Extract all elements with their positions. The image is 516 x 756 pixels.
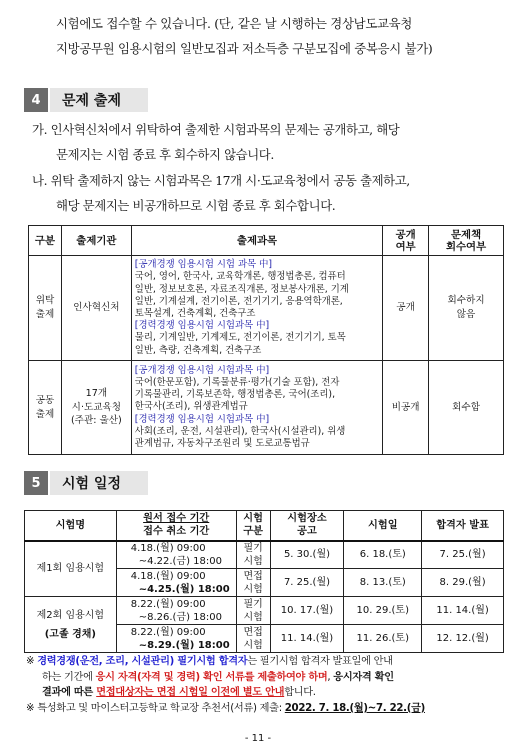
note-2: ※ 특성화고 및 마이스터고등학교 학교장 추천서(서류) 제출: 2022. 7. 18.(월)~7. 22.(금) (26, 702, 425, 714)
section-5-number: 5 (24, 471, 48, 495)
col-header-result-date: 합격자 발표 (422, 511, 504, 541)
intro-line-1: 시험에도 접수할 수 있습니다. (단, 같은 날 시행하는 경상남도교육청 (56, 16, 412, 31)
disclosure-cell: 공개 (383, 256, 429, 361)
col-header-exam-type: 시험 구분 (236, 511, 270, 541)
exam-name-cell: 제1회 임용시험 (25, 541, 117, 597)
col-header-disclosure: 공개 여부 (383, 226, 429, 256)
receipt-period-cell: 8.22.(월) 09:00 ~8.26.(금) 18:00 (116, 597, 236, 625)
col-header-venue-notice: 시험장소 공고 (270, 511, 344, 541)
subject-list-line: 한국사(조리), 위생관계법규 (134, 401, 248, 413)
exam-type-cell: 면접 시험 (236, 625, 270, 653)
organization-cell: 인사혁신처 (61, 256, 131, 361)
exam-date-cell: 10. 29.(토) (344, 597, 422, 625)
subject-group-header: [경력경쟁 임용시험 시험과목 中] (134, 413, 270, 425)
disclosure-cell: 비공개 (383, 361, 429, 455)
subjects-cell (131, 361, 382, 455)
subject-list-line: 기록물관리, 기록보존학, 행정법총론, 국어(조리), (134, 389, 336, 401)
table-header-row (29, 226, 504, 256)
section-4-para-b (32, 168, 508, 218)
division-cell: 위탁 출제 (29, 256, 62, 361)
exam-schedule-table (24, 510, 504, 653)
note-1-line-3: 결과에 따른 면접대상자는 면접 시험일 이전에 별도 안내합니다. (42, 687, 316, 699)
subject-group-header: [공개경쟁 임용시험 시험과목 中] (134, 364, 270, 376)
section-4-title: 문제 출제 (50, 88, 148, 112)
table-row (29, 361, 504, 455)
para-a-line-1: 가. 인사혁신처에서 위탁하여 출제한 시험과목의 문제는 공개하고, 해당 (32, 122, 400, 137)
intro-paragraph (56, 11, 506, 61)
exam-date-cell: 8. 13.(토) (344, 569, 422, 597)
note-1: ※ 경력경쟁(운전, 조리, 시설관리) 필기시험 합격자는 필기시험 합격자 발표일에 안내 (26, 656, 393, 667)
col-header-subjects: 출제과목 (131, 226, 382, 256)
exam-date-cell: 6. 18.(토) (344, 541, 422, 569)
subject-list-line: 물리, 기계일반, 기계제도, 전기이론, 전기기기, 토목 (134, 332, 346, 344)
section-5-heading (24, 471, 148, 495)
subject-list-line: 일반, 기계설계, 전기이론, 전기기기, 응용역학개론, (134, 295, 343, 307)
result-date-cell: 11. 14.(월) (422, 597, 504, 625)
col-header-retrieval: 문제책 회수여부 (429, 226, 504, 256)
receipt-period-cell: 4.18.(월) 09:00 ~4.25.(월) 18:00 (116, 569, 236, 597)
retrieval-cell: 회수함 (429, 361, 504, 455)
col-header-division: 구분 (29, 226, 62, 256)
table-header-row (25, 511, 504, 541)
section-4-para-a (32, 117, 508, 167)
exam-type-cell: 필기 시험 (236, 541, 270, 569)
section-5-title: 시험 일정 (50, 471, 148, 495)
subject-list-line: 국어, 영어, 한국사, 교육학개론, 행정법총론, 컴퓨터 (134, 271, 346, 283)
receipt-period-cell: 4.18.(월) 09:00 ~4.22.(금) 18:00 (116, 541, 236, 569)
subject-group-header: [공개경쟁 임용시험 시험 과목 中] (134, 259, 273, 271)
note-1-line-2: 하는 기간에 응시 자격(자격 및 경력) 확인 서류를 제출하여야 하며, 응시자격 확인 (42, 671, 394, 683)
subject-list-line: 사회(조리, 운전, 시설관리), 한국사(시설관리), 위생 (134, 425, 346, 437)
subject-list-line: 국어(한문포함), 기록물분류·평가(기술 포함), 전자 (134, 376, 340, 388)
subject-group-header: [경력경쟁 임용시험 시험과목 中] (134, 320, 270, 332)
exam-type-cell: 면접 시험 (236, 569, 270, 597)
result-date-cell: 7. 25.(월) (422, 541, 504, 569)
subject-list-line: 일반, 측량, 건축계획, 건축구조 (134, 344, 262, 356)
question-source-table (28, 225, 504, 455)
division-cell: 공동 출제 (29, 361, 62, 455)
result-date-cell: 8. 29.(월) (422, 569, 504, 597)
exam-type-cell: 필기 시험 (236, 597, 270, 625)
table-row (29, 256, 504, 361)
schedule-notes (26, 654, 506, 716)
subjects-cell (131, 256, 382, 361)
col-header-receipt-period: 원서 접수 기간 접수 취소 기간 (116, 511, 236, 541)
receipt-period-cell: 8.22.(월) 09:00 ~8.29.(월) 18:00 (116, 625, 236, 653)
section-4-number: 4 (24, 88, 48, 112)
para-b-line-2: 해당 문제지는 비공개하므로 시험 종료 후 회수합니다. (56, 198, 336, 213)
col-header-exam-name: 시험명 (25, 511, 117, 541)
venue-notice-cell: 7. 25.(월) (270, 569, 344, 597)
para-a-line-2: 문제지는 시험 종료 후 회수하지 않습니다. (56, 147, 274, 162)
venue-notice-cell: 10. 17.(월) (270, 597, 344, 625)
exam-name-cell: 제2회 임용시험 (고졸 경채) (25, 597, 117, 653)
subject-list-line: 토목설계, 건축계획, 건축구조 (134, 308, 256, 319)
col-header-exam-date: 시험일 (344, 511, 422, 541)
result-date-cell: 12. 12.(월) (422, 625, 504, 653)
table-row (25, 541, 504, 569)
para-b-line-1: 나. 위탁 출제하지 않는 시험과목은 17개 시·도교육청에서 공동 출제하고, (32, 173, 410, 188)
col-header-organization: 출제기관 (61, 226, 131, 256)
table-row (25, 597, 504, 625)
venue-notice-cell: 5. 30.(월) (270, 541, 344, 569)
intro-line-2: 지방공무원 임용시험의 일반모집과 저소득층 구분모집에 중복응시 불가) (56, 41, 433, 56)
subject-list-line: 일반, 정보보호론, 자료조직개론, 정보봉사개론, 기계 (134, 283, 349, 295)
page-number: - 11 - (244, 733, 272, 744)
subject-list-line: 관계법규, 자동차구조원리 및 도로교통법규 (134, 438, 310, 449)
retrieval-cell: 회수하지 않음 (429, 256, 504, 361)
venue-notice-cell: 11. 14.(월) (270, 625, 344, 653)
section-4-heading (24, 88, 148, 112)
exam-date-cell: 11. 26.(토) (344, 625, 422, 653)
organization-cell: 17개 시·도교육청 (주관: 울산) (61, 361, 131, 455)
